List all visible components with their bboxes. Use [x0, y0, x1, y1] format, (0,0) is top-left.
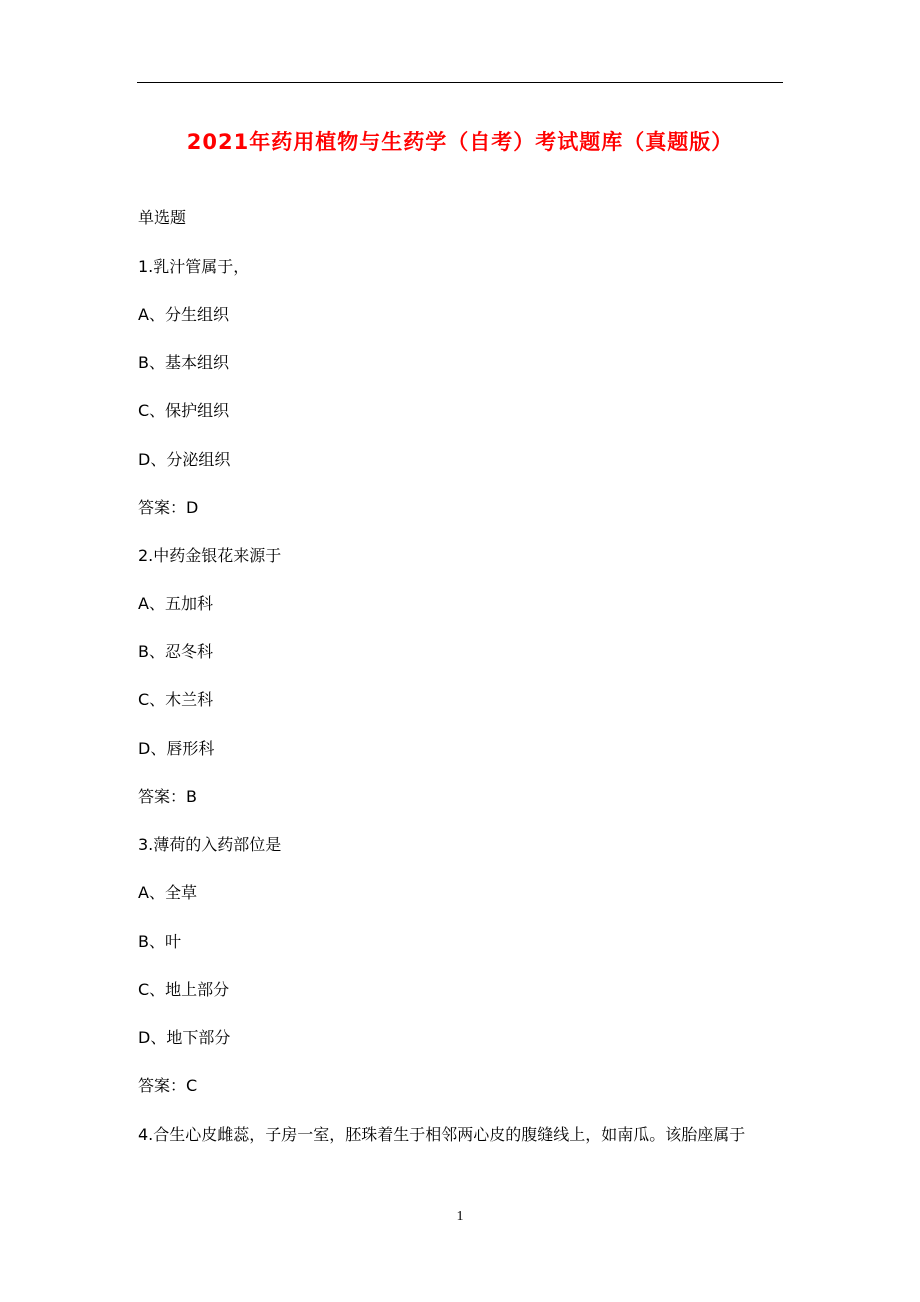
question-1-answer: 答案：D [138, 498, 199, 517]
question-2-answer: 答案：B [138, 787, 197, 806]
question-3-option-c: C、地上部分 [138, 980, 230, 999]
question-3-stem: 3.薄荷的入药部位是 [138, 835, 282, 854]
question-2-option-b: B、忍冬科 [138, 642, 213, 661]
question-3-option-d: D、地下部分 [138, 1028, 231, 1047]
question-2-option-d: D、唇形科 [138, 739, 215, 758]
question-3-option-b: B、叶 [138, 932, 181, 951]
section-heading: 单选题 [138, 208, 187, 227]
question-2-stem: 2.中药金银花来源于 [138, 546, 282, 565]
question-1-option-c: C、保护组织 [138, 401, 230, 420]
header-rule [137, 82, 783, 83]
question-2-option-c: C、木兰科 [138, 690, 214, 709]
question-1-option-d: D、分泌组织 [138, 450, 231, 469]
question-2-option-a: A、五加科 [138, 594, 213, 613]
question-3-answer: 答案：C [138, 1076, 198, 1095]
question-1-stem: 1.乳汁管属于， [138, 257, 250, 276]
question-1-option-b: B、基本组织 [138, 353, 229, 372]
document-title: 2021年药用植物与生药学（自考）考试题库（真题版） [186, 130, 734, 154]
question-1-option-a: A、分生组织 [138, 305, 229, 324]
question-3-option-a: A、全草 [138, 883, 197, 902]
question-4-stem: 4.合生心皮雌蕊，子房一室，胚珠着生于相邻两心皮的腹缝线上，如南瓜。该胎座属于 [138, 1125, 746, 1144]
page-number: 1 [456, 1209, 464, 1224]
